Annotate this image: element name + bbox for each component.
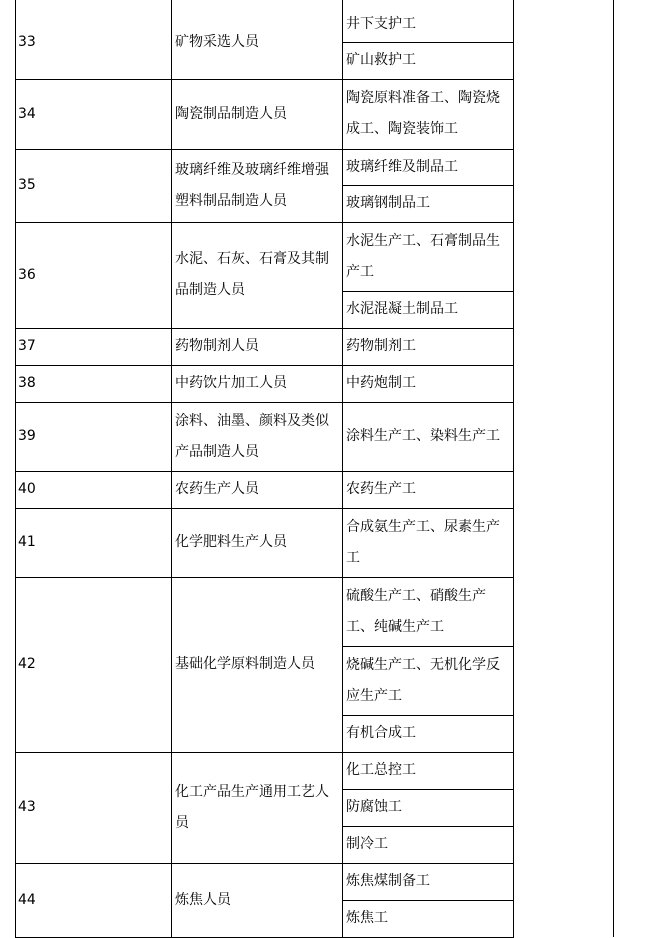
job-text: 制冷工 (346, 836, 388, 852)
row-rule (15, 508, 514, 509)
row-rule (15, 752, 514, 753)
job-text: 陶瓷原料准备工、陶瓷烧 (346, 90, 500, 106)
row-number: 44 (18, 891, 36, 908)
row-number: 34 (18, 105, 36, 122)
job-text: 玻璃纤维及制品工 (346, 158, 458, 175)
subrow-rule (342, 42, 514, 43)
row-number: 38 (18, 375, 36, 391)
column-rule (15, 0, 16, 937)
row-number: 36 (18, 266, 36, 283)
column-rule (613, 0, 614, 937)
category-text: 药物制剂人员 (175, 338, 259, 354)
category-text: 炼焦人员 (175, 891, 231, 908)
row-rule (15, 402, 514, 403)
row-rule (15, 222, 514, 223)
subrow-rule (342, 291, 514, 292)
job-text: 玻璃钢制品工 (346, 195, 430, 211)
category-text: 陶瓷制品制造人员 (175, 105, 287, 122)
job-text: 防腐蚀工 (346, 799, 402, 815)
category-text: 农药生产人员 (175, 481, 259, 497)
subrow-rule (342, 715, 514, 716)
category-text: 玻璃纤维及玻璃纤维增强 (175, 161, 329, 178)
subrow-rule (342, 789, 514, 790)
subrow-rule (342, 185, 514, 186)
row-rule (15, 79, 514, 80)
job-text: 工 (346, 549, 360, 566)
category-text: 中药饮片加工人员 (175, 375, 287, 391)
category-text: 基础化学原料制造人员 (175, 656, 315, 672)
category-text: 涂料、油墨、颜料及类似 (175, 412, 329, 429)
job-text: 炼焦煤制备工 (346, 873, 430, 889)
row-number: 42 (18, 656, 36, 672)
column-rule (171, 0, 172, 937)
job-text: 农药生产工 (346, 481, 416, 497)
subrow-rule (342, 900, 514, 901)
row-rule (15, 328, 514, 329)
category-text: 水泥、石灰、石膏及其制 (175, 251, 329, 267)
job-text: 药物制剂工 (346, 338, 416, 354)
category-text: 品制造人员 (175, 282, 245, 298)
row-rule (15, 149, 514, 150)
row-rule (15, 0, 513, 1)
job-text: 硫酸生产工、硝酸生产 (346, 587, 486, 604)
job-text: 水泥混凝土制品工 (346, 301, 458, 317)
category-text: 化工产品生产通用工艺人 (175, 783, 329, 800)
job-text: 产工 (346, 263, 374, 280)
row-rule (15, 365, 514, 366)
category-text: 矿物采选人员 (175, 34, 259, 50)
job-text: 水泥生产工、石膏制品生 (346, 232, 500, 249)
column-rule (342, 0, 343, 937)
subrow-rule (342, 646, 514, 647)
column-rule (513, 0, 514, 937)
row-number: 35 (18, 177, 36, 193)
row-rule (15, 863, 514, 864)
row-number: 40 (18, 481, 36, 497)
row-number: 33 (18, 34, 36, 50)
job-text: 炼焦工 (346, 910, 388, 926)
row-number: 41 (18, 534, 36, 550)
job-text: 涂料生产工、染料生产工 (346, 428, 500, 444)
category-text: 员 (175, 814, 189, 831)
row-number: 39 (18, 428, 36, 444)
job-text: 成工、陶瓷装饰工 (346, 121, 458, 137)
job-text: 化工总控工 (346, 762, 416, 778)
job-text: 井下支护工 (346, 15, 416, 32)
subrow-rule (342, 826, 514, 827)
row-rule (15, 577, 514, 578)
job-text: 合成氨生产工、尿素生产 (346, 518, 500, 535)
job-text: 烧碱生产工、无机化学反 (346, 656, 500, 673)
category-text: 塑料制品制造人员 (175, 192, 287, 209)
job-text: 工、纯碱生产工 (346, 618, 444, 635)
category-text: 化学肥料生产人员 (175, 534, 287, 550)
job-text: 中药炮制工 (346, 375, 416, 391)
row-number: 43 (18, 799, 36, 815)
job-text: 应生产工 (346, 687, 402, 704)
job-text: 有机合成工 (346, 725, 416, 741)
row-number: 37 (18, 338, 36, 354)
row-rule (15, 471, 514, 472)
category-text: 产品制造人员 (175, 443, 259, 460)
job-text: 矿山救护工 (346, 52, 416, 68)
